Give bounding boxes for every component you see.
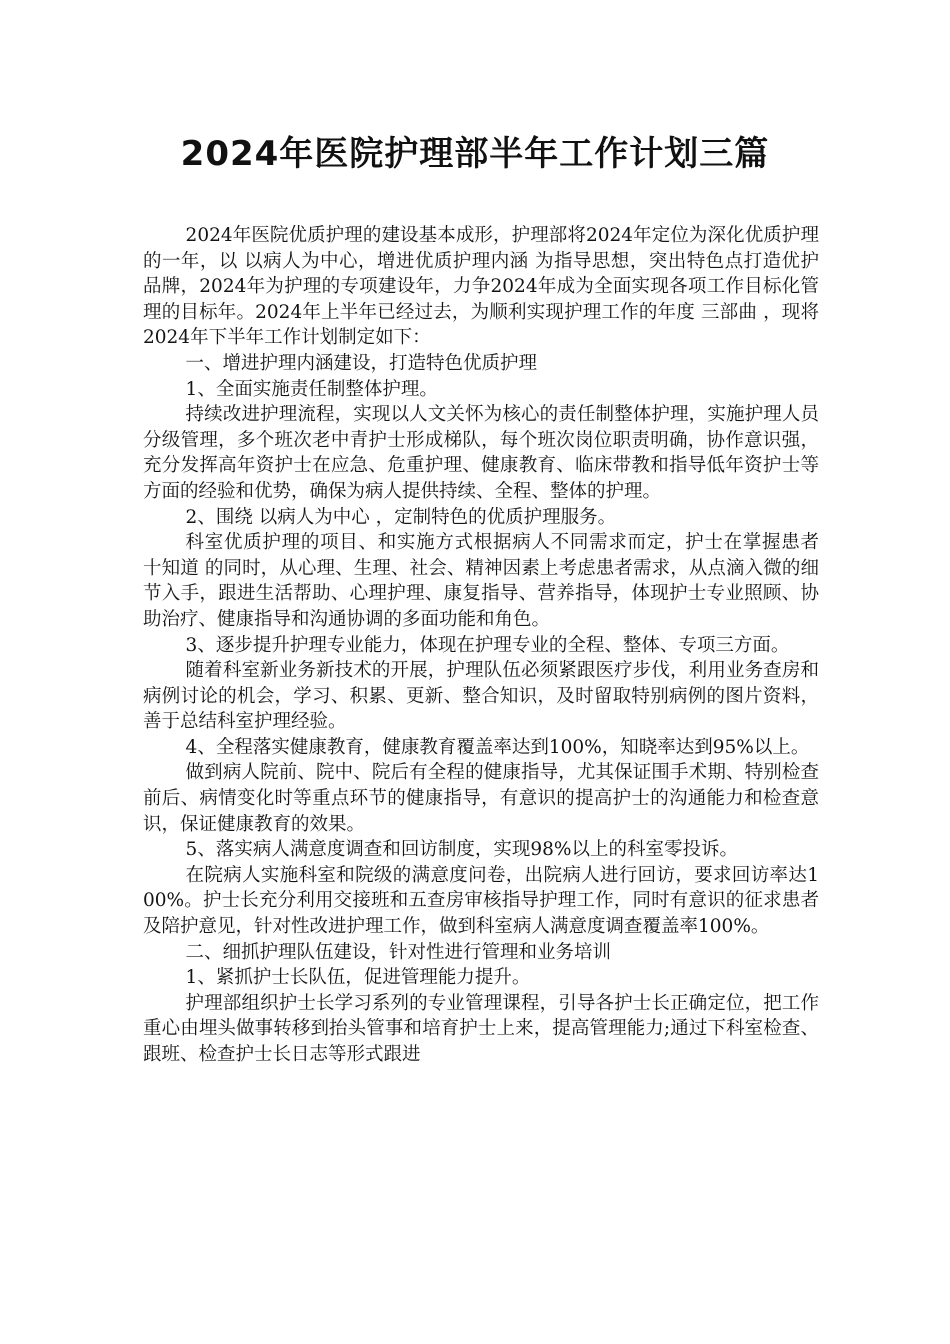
paragraph-2-1: 护理部组织护士长学习系列的专业管理课程，引导各护士长正确定位，把工作重心由埋头做事转移到抬头管事和培育护士上来，提高管理能力;通过下科室检查、跟班、检查护士长日志等形式跟进 [143,992,819,1065]
paragraph-1-5: 在院病人实施科室和院级的满意度问卷，出院病人进行回访，要求回访率达100%。护士长充分利用交接班和五查房审核指导护理工作，同时有意识的征求患者及陪护意见，针对性改进护理工作，做到科室病人满意度调查覆盖率100%。 [143,864,819,938]
paragraph-intro: 2024年医院优质护理的建设基本成形，护理部将2024年定位为深化优质护理的一年，以 以病人为中心，增进优质护理内涵 为指导思想，突出特色点打造优护品牌，2024年为护理的专项建设年，力争2024年成为全面实现各项工作目标化管理的目标年。2024年上半年已经过去，为顺利实现护理工作的年度 三部曲 ，现将2024年下半年工作计划制定如下： [143,225,819,349]
paragraph-1-4: 做到病人院前、院中、院后有全程的健康指导，尤其保证围手术期、特别检查前后、病情变化时等重点环节的健康指导，有意识的提高护士的沟通能力和检查意识，保证健康教育的效果。 [143,762,819,835]
paragraph-1-3: 随着科室新业务新技术的开展，护理队伍必须紧跟医疗步伐，利用业务查房和病例讨论的机会，学习、积累、更新、整合知识，及时留取特别病例的图片资料，善于总结科室护理经验。 [143,660,819,733]
item-heading-2-1: 1、紧抓护士长队伍，促进管理能力提升。 [185,967,531,989]
item-heading-1-1: 1、全面实施责任制整体护理。 [185,378,438,400]
document-body [143,223,819,1068]
item-heading-1-2: 2、围绕 以病人为中心 ，定制特色的优质护理服务。 [185,506,617,528]
section-heading-1: 一、增进护理内涵建设，打造特色优质护理 [185,352,538,374]
paragraph-1-2: 科室优质护理的项目、和实施方式根据病人不同需求而定，护士在掌握患者 十知道 的同时，从心理、生理、社会、精神因素上考虑患者需求，从点滴入微的细节入手，跟进生活帮助、心理护理、康复指导、营养指导，体现护士专业照顾、协助治疗、健康指导和沟通协调的多面功能和角色。 [143,532,819,630]
document-title: 2024年医院护理部半年工作计划三篇 [180,134,770,174]
item-heading-1-5: 5、落实病人满意度调查和回访制度，实现98%以上的科室零投诉。 [185,839,738,861]
paragraph-1-1: 持续改进护理流程，实现以人文关怀为核心的责任制整体护理，实施护理人员分级管理，多个班次老中青护士形成梯队，每个班次岗位职责明确，协作意识强，充分发挥高年资护士在应急、危重护理、健康教育、临床带教和指导低年资护士等方面的经验和优势，确保为病人提供持续、全程、整体的护理。 [143,404,819,502]
item-heading-1-3: 3、逐步提升护理专业能力，体现在护理专业的全程、整体、专项三方面。 [185,634,790,656]
section-heading-2: 二、细抓护理队伍建设，针对性进行管理和业务培训 [185,941,612,963]
item-heading-1-4: 4、全程落实健康教育，健康教育覆盖率达到100%，知晓率达到95%以上。 [185,736,810,758]
